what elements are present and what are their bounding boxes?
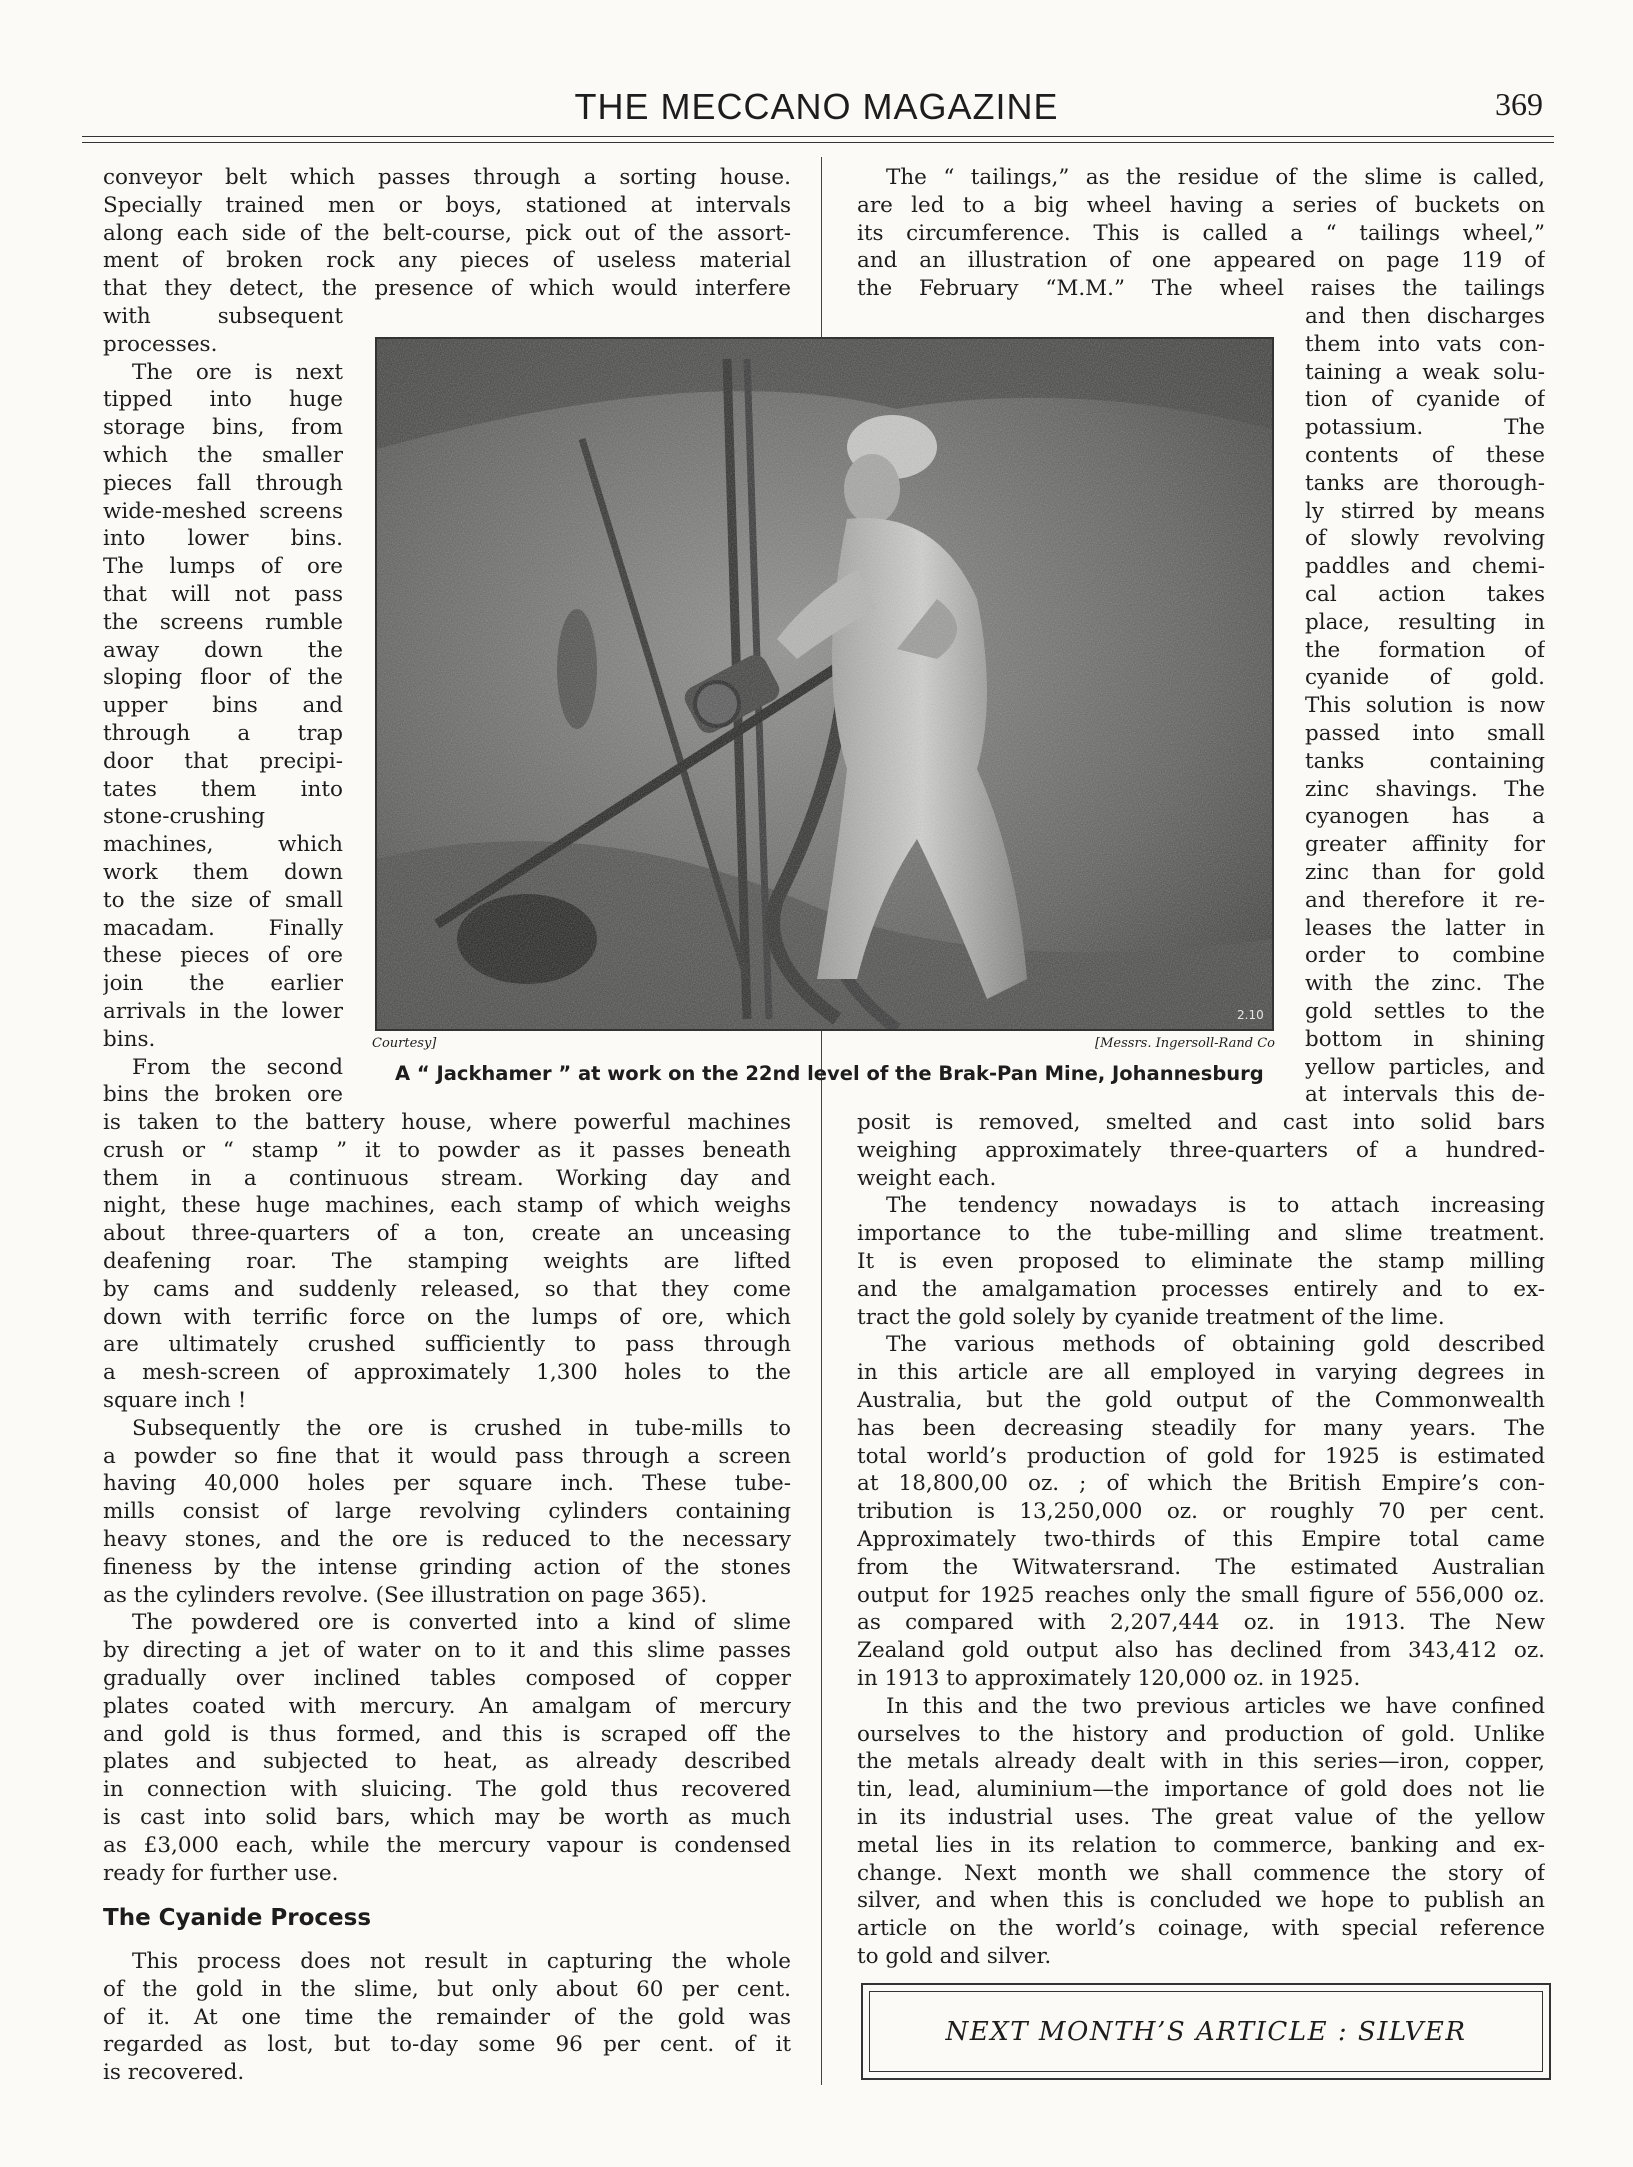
text-line: ourselves to the history and production of gold. Unlike (857, 1721, 1545, 1747)
text-line: storage bins, from (103, 415, 343, 441)
text-line: by directing a jet of water on to it and this slime passes (103, 1638, 791, 1664)
text-line: importance to the tube-milling and slime treatment. (857, 1221, 1545, 1247)
text-line: is cast into solid bars, which may be worth as much (103, 1805, 791, 1830)
text-line: heavy stones, and the ore is reduced to the necessary (103, 1527, 791, 1552)
text-line: to the size of small (103, 887, 343, 913)
text-line: wide-meshed screens (103, 498, 343, 524)
text-line: In this and the two previous articles we have confined (886, 1693, 1545, 1719)
text-line: zinc than for gold (1305, 860, 1545, 885)
text-line: tanks are thorough- (1305, 470, 1545, 496)
text-line: tates them into (103, 776, 343, 802)
text-line: upper bins and (103, 693, 343, 719)
text-line: cal action takes (1305, 582, 1545, 607)
text-line: tribution is 13,250,000 oz. or roughly 70 per cent. (857, 1499, 1545, 1525)
text-line: by cams and suddenly released, so that they come (103, 1276, 791, 1302)
text-line: plates and subjected to heat, as already described (103, 1749, 791, 1775)
text-line: silver, and when this is concluded we hope to publish an (857, 1888, 1545, 1914)
text-line: which the smaller (103, 443, 343, 468)
text-line: night, these huge machines, each stamp of which weighs (103, 1193, 791, 1219)
text-line: macadam. Finally (103, 915, 343, 941)
photo-credit: [Messrs. Ingersoll-Rand Co (1095, 1036, 1275, 1051)
text-line: mills consist of large revolving cylinders containing (103, 1499, 791, 1525)
text-line: having 40,000 holes per square inch. These tube- (103, 1471, 791, 1497)
text-line: passed into small (1305, 721, 1545, 746)
header-rule-top (82, 136, 1554, 137)
text-line: into lower bins. (103, 526, 343, 552)
plate-number: 2.10 (1237, 1008, 1264, 1022)
text-line: arrivals in the lower (103, 999, 343, 1024)
text-line: weight each. (857, 1165, 997, 1191)
text-line: and an illustration of one appeared on page 119 of (857, 248, 1545, 274)
photo-caption: A “ Jackhamer ” at work on the 22nd level of the Brak-Pan Mine, Johannesburg (395, 1062, 1264, 1085)
text-line: posit is removed, smelted and cast into solid bars (857, 1110, 1545, 1135)
text-line: a mesh-screen of approximately 1,300 holes to the (103, 1360, 791, 1386)
text-line: yellow particles, and (1305, 1054, 1545, 1080)
text-line: taining a weak solu- (1305, 359, 1545, 385)
text-line: bins the broken ore (103, 1082, 343, 1108)
text-line: as compared with 2,207,444 oz. in 1913. The New (857, 1610, 1545, 1636)
text-line: fineness by the intense grinding action of the stones (103, 1554, 791, 1580)
text-line: processes. (103, 331, 218, 357)
text-line: The tendency nowadays is to attach increasing (886, 1193, 1545, 1219)
text-line: of it. At one time the remainder of the gold was (103, 2004, 791, 2030)
text-line: contents of these (1305, 443, 1545, 468)
text-line: with the zinc. The (1305, 971, 1545, 997)
text-line: Subsequently the ore is crushed in tube-mills to (132, 1415, 791, 1441)
text-line: Specially trained men or boys, stationed at intervals (103, 192, 791, 218)
text-line: and gold is thus formed, and this is scraped off the (103, 1721, 791, 1747)
text-line: machines, which (103, 832, 343, 858)
text-line: are ultimately crushed sufficiently to pass through (103, 1332, 791, 1358)
text-line: these pieces of ore (103, 943, 343, 969)
text-line: down with terrific force on the lumps of ore, which (103, 1304, 791, 1330)
text-line: tin, lead, aluminium—the importance of gold does not lie (857, 1777, 1545, 1803)
text-line: of slowly revolving (1305, 526, 1545, 552)
text-line: order to combine (1305, 943, 1545, 969)
text-line: in connection with sluicing. The gold thus recovered (103, 1777, 791, 1803)
text-line: The “ tailings,” as the residue of the slime is called, (886, 165, 1545, 190)
text-line: The ore is next (132, 359, 343, 385)
text-line: tipped into huge (103, 387, 343, 413)
text-line: has been decreasing steadily for many years. The (857, 1415, 1545, 1441)
text-line: in this article are all employed in varying degrees in (857, 1360, 1545, 1386)
text-line: the screens rumble (103, 609, 343, 635)
text-line: the February “M.M.” The wheel raises the tailings (857, 276, 1545, 302)
text-line: stone-crushing (103, 804, 265, 830)
text-line: tract the gold solely by cyanide treatment of the lime. (857, 1304, 1445, 1330)
text-line: and therefore it re- (1305, 887, 1545, 913)
text-line: cyanide of gold. (1305, 665, 1545, 691)
text-line: ment of broken rock any pieces of useless material (103, 248, 791, 274)
text-line: and the amalgamation processes entirely and to ex- (857, 1276, 1545, 1302)
text-line: deafening roar. The stamping weights are lifted (103, 1249, 791, 1274)
text-line: total world’s production of gold for 1925 is estimated (857, 1443, 1545, 1469)
text-line: This process does not result in capturing the whole (132, 1949, 791, 1974)
text-line: tion of cyanide of (1305, 387, 1545, 413)
text-line: at 18,800,00 oz. ; of which the British Empire’s con- (857, 1471, 1545, 1497)
text-line: as the cylinders revolve. (See illustration on page 365). (103, 1582, 708, 1608)
text-line: The various methods of obtaining gold described (886, 1332, 1545, 1358)
text-line: from the Witwatersrand. The estimated Australian (857, 1554, 1545, 1580)
page-number: 369 (1495, 86, 1543, 122)
text-line: that they detect, the presence of which would interfere (103, 276, 791, 302)
text-line: with subsequent (103, 304, 343, 329)
text-line: through a trap (103, 721, 343, 746)
text-line: change. Next month we shall commence the story of (857, 1860, 1545, 1886)
text-line: that will not pass (103, 582, 343, 607)
text-line: door that precipi- (103, 748, 343, 774)
text-line: them in a continuous stream. Working day and (103, 1165, 791, 1191)
text-line: pieces fall through (103, 470, 343, 496)
text-line: regarded as lost, but to-day some 96 per cent. of it (103, 2032, 791, 2058)
text-line: its circumference. This is called a “ tailings wheel,” (857, 220, 1545, 246)
text-line: The powdered ore is converted into a kind of slime (132, 1610, 791, 1636)
text-line: greater affinity for (1305, 832, 1545, 858)
section-heading: The Cyanide Process (103, 1905, 372, 1931)
photo-courtesy: Courtesy] (372, 1036, 437, 1051)
text-line: along each side of the belt-course, pick out of the assort- (103, 220, 791, 246)
jackhamer-photo (375, 337, 1274, 1031)
text-line: bins. (103, 1026, 156, 1052)
text-line: leases the latter in (1305, 915, 1545, 941)
text-line: about three-quarters of a ton, create an unceasing (103, 1221, 791, 1247)
text-line: weighing approximately three-quarters of a hundred- (857, 1137, 1545, 1163)
text-line: Approximately two-thirds of this Empire total came (857, 1527, 1545, 1552)
text-line: and then discharges (1305, 304, 1545, 329)
text-line: work them down (103, 860, 343, 885)
text-line: a powder so fine that it would pass through a screen (103, 1443, 791, 1469)
text-line: of the gold in the slime, but only about 60 per cent. (103, 1976, 791, 2002)
text-line: are led to a big wheel having a series of buckets on (857, 192, 1545, 218)
text-line: It is even proposed to eliminate the stamp milling (857, 1249, 1545, 1274)
text-line: metal lies in its relation to commerce, banking and ex- (857, 1832, 1545, 1858)
text-line: From the second (132, 1054, 343, 1080)
text-line: bottom in shining (1305, 1026, 1545, 1052)
text-line: in 1913 to approximately 120,000 oz. in 1925. (857, 1666, 1361, 1691)
text-line: output for 1925 reaches only the small figure of 556,000 oz. (857, 1582, 1545, 1608)
text-line: Zealand gold output also has declined from 343,412 oz. (857, 1638, 1545, 1664)
text-line: potassium. The (1305, 415, 1545, 441)
next-article-box (861, 1983, 1551, 2080)
mine-illustration (377, 339, 1272, 1029)
text-line: in its industrial uses. The great value of the yellow (857, 1805, 1545, 1830)
text-line: article on the world’s coinage, with special reference (857, 1916, 1545, 1942)
text-line: to gold and silver. (857, 1944, 1052, 1969)
text-line: cyanogen has a (1305, 804, 1545, 830)
text-line: zinc shavings. The (1305, 776, 1545, 802)
text-line: place, resulting in (1305, 609, 1545, 635)
text-line: the formation of (1305, 637, 1545, 663)
text-line: conveyor belt which passes through a sorting house. (103, 165, 791, 190)
text-line: Australia, but the gold output of the Commonwealth (857, 1388, 1545, 1413)
text-line: is recovered. (103, 2060, 245, 2086)
text-line: plates coated with mercury. An amalgam of mercury (103, 1693, 791, 1719)
text-line: away down the (103, 637, 343, 663)
text-line: tanks containing (1305, 748, 1545, 774)
magazine-title: THE MECCANO MAGAZINE (574, 86, 1059, 127)
next-article-label: NEXT MONTH’S ARTICLE : SILVER (869, 1991, 1543, 2072)
text-line: the metals already dealt with in this series—iron, copper, (857, 1749, 1545, 1775)
text-line: as £3,000 each, while the mercury vapour is condensed (103, 1832, 791, 1858)
text-line: them into vats con- (1305, 331, 1545, 357)
header-rule-bottom (82, 142, 1554, 143)
text-line: is taken to the battery house, where powerful machines (103, 1110, 791, 1135)
text-line: sloping floor of the (103, 665, 343, 691)
text-line: ready for further use. (103, 1860, 339, 1886)
text-line: This solution is now (1305, 693, 1545, 719)
text-line: ly stirred by means (1305, 498, 1545, 524)
text-line: at intervals this de- (1305, 1082, 1545, 1108)
text-line: paddles and chemi- (1305, 554, 1545, 580)
text-line: crush or “ stamp ” it to powder as it passes beneath (103, 1137, 791, 1163)
text-line: gold settles to the (1305, 999, 1545, 1024)
text-line: gradually over inclined tables composed of copper (103, 1666, 791, 1691)
text-line: square inch ! (103, 1388, 247, 1413)
text-line: join the earlier (103, 971, 343, 997)
text-line: The lumps of ore (103, 554, 343, 580)
